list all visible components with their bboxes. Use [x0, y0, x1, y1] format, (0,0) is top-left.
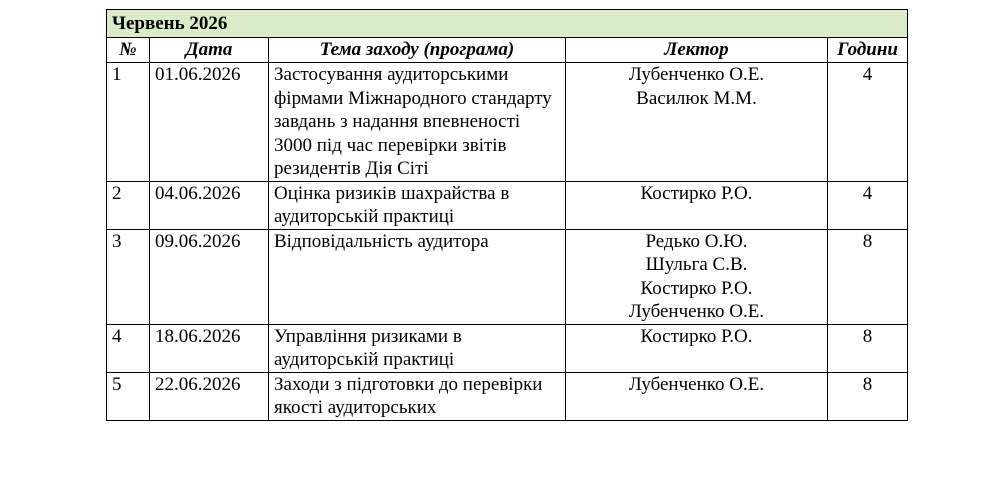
- header-topic: Тема заходу (програма): [269, 38, 566, 63]
- lecturer-name: Василюк М.М.: [636, 87, 757, 109]
- lecturer-name: Лубенченко О.Е.: [628, 373, 765, 395]
- row-hours: 8: [828, 372, 908, 420]
- lecturer-name: Костирко Р.О.: [640, 182, 753, 204]
- header-hours: Години: [828, 38, 908, 63]
- month-title: Червень 2026: [107, 10, 908, 38]
- lecturer-name: Лубенченко О.Е.: [628, 301, 765, 322]
- row-lecturers: [566, 229, 828, 324]
- header-date: Дата: [150, 38, 269, 63]
- table-row: [107, 324, 908, 372]
- lecturer-name: Костирко Р.О.: [640, 325, 753, 347]
- lecturer-name: Шульга С.В.: [645, 254, 748, 275]
- row-topic: Оцінка ризиків шахрайства в аудиторській практиці: [269, 181, 566, 229]
- row-lecturers: [566, 324, 828, 372]
- header-row: [107, 38, 908, 63]
- row-lecturers: [566, 372, 828, 420]
- row-date: 09.06.2026: [150, 229, 269, 324]
- row-hours: 8: [828, 229, 908, 324]
- lecturer-name: Костирко Р.О.: [640, 277, 753, 299]
- row-topic: Відповідальність аудитора: [269, 229, 566, 324]
- row-date: 22.06.2026: [150, 372, 269, 420]
- schedule-body: [107, 10, 908, 421]
- row-topic: Управління ризиками в аудиторській практиці: [269, 324, 566, 372]
- row-topic: Застосування аудиторськими фірмами Міжнародного стандарту завдань з надання впевненості 3000 під час перевірки звітів резидентів Дія Сіті: [269, 63, 566, 182]
- table-row: [107, 63, 908, 182]
- table-row: [107, 181, 908, 229]
- lecturer-name: Редько О.Ю.: [645, 230, 748, 252]
- row-number: 4: [107, 324, 150, 372]
- table-row: [107, 372, 908, 420]
- row-number: 2: [107, 181, 150, 229]
- lecturer-name: Лубенченко О.Е.: [628, 64, 765, 85]
- row-number: 5: [107, 372, 150, 420]
- row-number: 1: [107, 63, 150, 182]
- row-topic: Заходи з підготовки до перевірки якості аудиторських: [269, 372, 566, 420]
- row-number: 3: [107, 229, 150, 324]
- header-lecturer: Лектор: [566, 38, 828, 63]
- header-num: №: [107, 38, 150, 63]
- row-lecturers: [566, 181, 828, 229]
- month-row: [107, 10, 908, 38]
- schedule-table: [106, 9, 908, 421]
- row-date: 01.06.2026: [150, 63, 269, 182]
- row-hours: 4: [828, 181, 908, 229]
- table-row: [107, 229, 908, 324]
- row-date: 04.06.2026: [150, 181, 269, 229]
- row-hours: 8: [828, 324, 908, 372]
- row-hours: 4: [828, 63, 908, 182]
- row-lecturers: [566, 63, 828, 182]
- row-date: 18.06.2026: [150, 324, 269, 372]
